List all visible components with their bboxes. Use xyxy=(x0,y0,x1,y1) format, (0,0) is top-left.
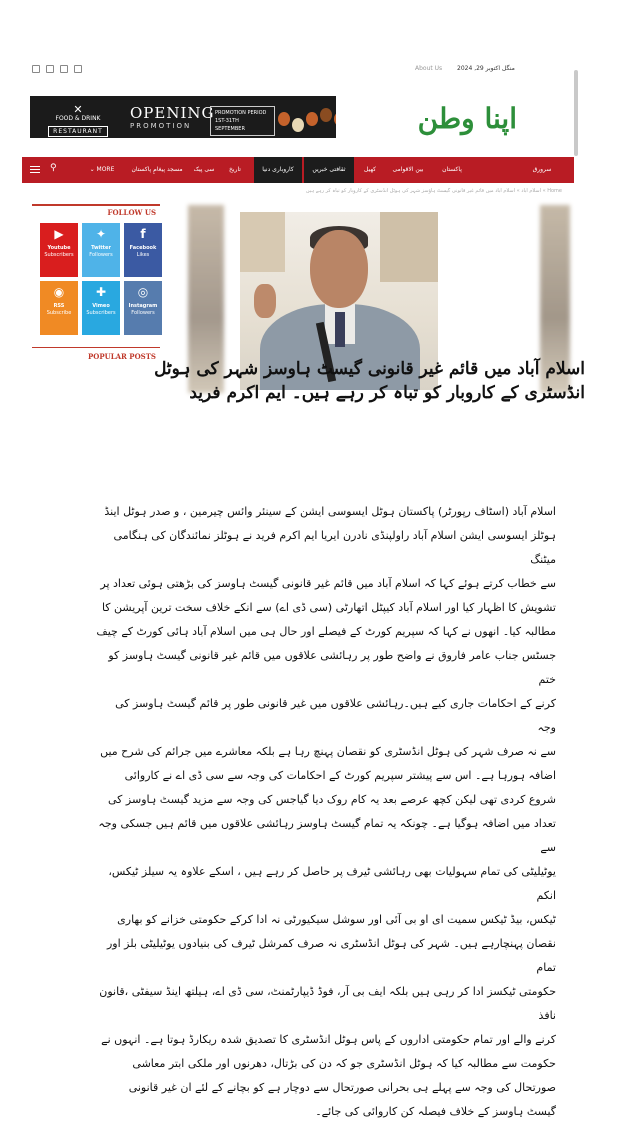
youtube-icon[interactable] xyxy=(46,65,54,73)
nav-more-label: MORE xyxy=(96,166,115,173)
social-tile-name: Facebook xyxy=(129,245,157,251)
top-bar xyxy=(22,62,574,78)
article-line: سے خطاب کرتے ہوئے کہا کہ اسلام آباد میں قائم غیر قانونی گیسٹ ہاوسز کی بڑھتی ہوئی تعداد پر xyxy=(100,577,556,590)
ad-opening: OPENING xyxy=(130,104,215,122)
nav-item-international[interactable]: بین الاقوامی xyxy=(392,166,424,173)
social-tile-name: Youtube xyxy=(47,245,71,251)
article-line: اضافہ ہورہا ہے۔ اس سے پیشتر سپریم کورٹ کے احکامات کی وجہ سے سی ڈی اے نے کاروائی xyxy=(124,769,556,782)
article-line: حکومت سے مطالبہ کیا کہ ہوٹل انڈسٹری جو کہ دن کی بڑتال، دھرنوں اور ملکی ابتر معاشی xyxy=(132,1057,556,1070)
social-tile-name: RSS xyxy=(53,303,65,309)
social-tiles xyxy=(40,223,160,335)
social-tile-sub: Followers xyxy=(89,252,113,258)
nav-item-culture[interactable]: ثقافتی خبریں xyxy=(304,157,354,183)
rss-icon: ◉ xyxy=(53,285,65,299)
article-line: تشویش کا اظہار کیا اور اسلام آباد کیپٹل اتھارٹی (سی ڈی اے) سے انکے خلاف سخت ترین آپریشن کا xyxy=(101,601,556,614)
social-tile-instagram[interactable] xyxy=(124,281,162,335)
social-tile-name: Twitter xyxy=(91,245,111,251)
article-line: اسلام آباد (اسٹاف رپورٹر) پاکستان ہوٹل ایسوسی ایشن کے سینئر وائس چیرمین ، و صدر ہوٹل اینڈ xyxy=(104,505,556,518)
social-tile-name: Vimeo xyxy=(92,303,110,309)
site-logo[interactable]: اپنا وطن xyxy=(417,102,517,135)
popular-posts-heading: POPULAR POSTS xyxy=(87,352,156,361)
article-line: تعداد میں اضافہ ہوگیا ہے۔ چونکہ یہ تمام گیسٹ ہاوسز رہائشی علاقوں میں قائم ہیں جسکی وجہ سے xyxy=(98,817,556,854)
nav-item-home[interactable]: سرورق xyxy=(532,166,552,173)
ad-period-dates: 1ST-31TH SEPTEMBER xyxy=(215,118,245,132)
search-icon[interactable]: ⚲ xyxy=(50,163,57,173)
nav-more[interactable]: ⌄ MORE xyxy=(89,166,115,173)
ad-period xyxy=(210,106,275,136)
social-tile-sub: Subscribers xyxy=(86,310,116,316)
top-date: منگل اکتوبر 29, 2024 xyxy=(457,65,515,72)
nav-item-masjid[interactable]: مسجد پیغامِ پاکستان xyxy=(131,166,183,173)
article-line: گیسٹ ہاوسز کے خلاف فیصلہ کن کاروائی کی جائے۔ xyxy=(315,1105,556,1118)
youtube-icon: ▶ xyxy=(54,227,64,241)
ad-logo-mark: ✕ xyxy=(73,103,83,116)
hamburger-menu-icon[interactable] xyxy=(30,166,40,174)
instagram-icon[interactable] xyxy=(32,65,40,73)
article-line: صورتحال کی وجہ سے پہلے ہی بحرانی صورتحال سے دوچار ہے کو بچانے کے لئے ان غیر قانونی xyxy=(128,1081,556,1094)
nav-item-history[interactable]: تاریخ xyxy=(229,166,241,173)
article-line: ٹیکس، بیڈ ٹیکس سمیت ای او بی آئی اور سوشل سیکیورٹی نہ ادا کرکے حکومتی خزانے کو بھاری xyxy=(117,913,556,926)
social-tile-sub: Likes xyxy=(136,252,150,258)
article-line: ہوٹلز ایسوسی ایشن اسلام آباد راولپنڈی نادرن ایریا ایم اکرم فرید نے ہوٹلز نمائندگان کی ہنگامی میٹنگ xyxy=(113,529,556,566)
social-tile-rss[interactable] xyxy=(40,281,78,335)
article-line: سے نہ صرف شہر کی ہوٹل انڈسٹری کو نقصان پہنچ رہا ہے بلکہ معاشرے میں جرائم کی شرح میں xyxy=(100,745,556,758)
ad-pumpkin-image xyxy=(278,102,336,132)
twitter-icon: ✦ xyxy=(95,227,107,241)
twitter-icon[interactable] xyxy=(60,65,68,73)
nav-item-cpec[interactable]: سی پیک xyxy=(193,166,215,173)
ad-logo xyxy=(38,104,118,137)
article-line: شروع کردی تھی لیکن کچھ عرصے بعد یہ کام روک دیا گیاجس کی وجہ سے مزید گیسٹ ہاوسز کی xyxy=(108,793,556,806)
article-line: جسٹس جناب عامر فاروق نے واضح طور پر رہائشی علاقوں میں قائم غیر قانونی گیسٹ ہاوسز کو ختم xyxy=(108,649,556,686)
article-body xyxy=(96,500,556,1124)
ad-restaurant: RESTAURANT xyxy=(48,126,108,137)
top-social-icons xyxy=(32,65,82,73)
facebook-icon[interactable] xyxy=(74,65,82,73)
article-line: کرنے کے احکامات جاری کیے ہیں۔رہائشی علاقوں میں غیر قانونی طور پر قائم گیسٹ ہاوسز کی وجہ xyxy=(115,697,556,734)
article-line: یوٹیلیٹی کی تمام سہولیات بھی رہائشی ٹیرف پر حاصل کر رہے ہیں ، اسکے علاوہ یہ سیلز ٹیکس، انکم xyxy=(108,865,556,902)
social-tile-sub: Subscribers xyxy=(44,252,74,258)
social-tile-name: Instagram xyxy=(128,303,158,309)
social-tile-vimeo[interactable] xyxy=(82,281,120,335)
follow-us-heading: FOLLOW US xyxy=(107,208,156,217)
article-line: مطالبہ کیا۔ انھوں نے کہا کہ سپریم کورٹ کے فیصلے اور حال ہی میں اسلام آباد ہائی کورٹ کے چیف xyxy=(96,625,556,638)
about-us-link[interactable]: About Us xyxy=(415,65,443,72)
ad-logo-tag: FOOD & DRINK xyxy=(55,115,101,122)
scrollbar-thumb[interactable] xyxy=(574,70,578,156)
nav-item-sports[interactable]: کھیل xyxy=(364,166,376,173)
social-tile-sub: Followers xyxy=(131,310,155,316)
ad-promotion: PROMOTION xyxy=(130,122,192,130)
social-tile-youtube[interactable] xyxy=(40,223,78,277)
ad-period-title: PROMOTION PERIOD xyxy=(215,110,267,116)
article-line: کرنے والے اور تمام حکومتی اداروں کے پاس ہوٹل انڈسٹری کا تصدیق شدہ ریکارڈ ہوتا ہے۔ انہوں نے xyxy=(101,1033,556,1046)
main-nav xyxy=(22,157,574,183)
vimeo-icon: ✚ xyxy=(95,285,107,299)
ad-banner[interactable] xyxy=(30,96,336,138)
social-tile-twitter[interactable] xyxy=(82,223,120,277)
instagram-icon: ◎ xyxy=(137,285,149,299)
social-tile-facebook[interactable] xyxy=(124,223,162,277)
article-line: نقصان پہنچارہے ہیں۔ شہر کی ہوٹل انڈسٹری نہ صرف کمرشل ٹیرف کی بنیادوں یوٹیلیٹی بلز اور تمام xyxy=(106,937,556,974)
nav-item-pakistan[interactable]: پاکستان xyxy=(442,166,462,173)
article-line: حکومتی ٹیکسز ادا کر رہی ہیں بلکہ ایف بی آر، فوڈ ڈیپارٹمنٹ، سی ڈی اے، ہیلتھ اینڈ سیفٹی ،قانون نافذ xyxy=(99,985,556,1022)
breadcrumb[interactable]: Home » اسلام آباد » اسلام آباد میں قائم غیر قانونی گیسٹ ہاؤسز شہر کی ہوٹل انڈسٹری کے کاروبار کو تباہ کر رہے ہیں xyxy=(305,188,562,194)
article-headline: اسلام آباد میں قائم غیر قانونی گیسٹ ہاوسز شہر کی ہوٹل انڈسٹری کے کاروبار کو تباہ کر رہے ہیں۔ ایم اکرم فرید xyxy=(154,359,585,403)
social-tile-sub: Subscribe xyxy=(46,310,72,316)
facebook-icon: f xyxy=(140,227,146,241)
nav-item-business[interactable]: کاروباری دنیا xyxy=(254,157,302,183)
